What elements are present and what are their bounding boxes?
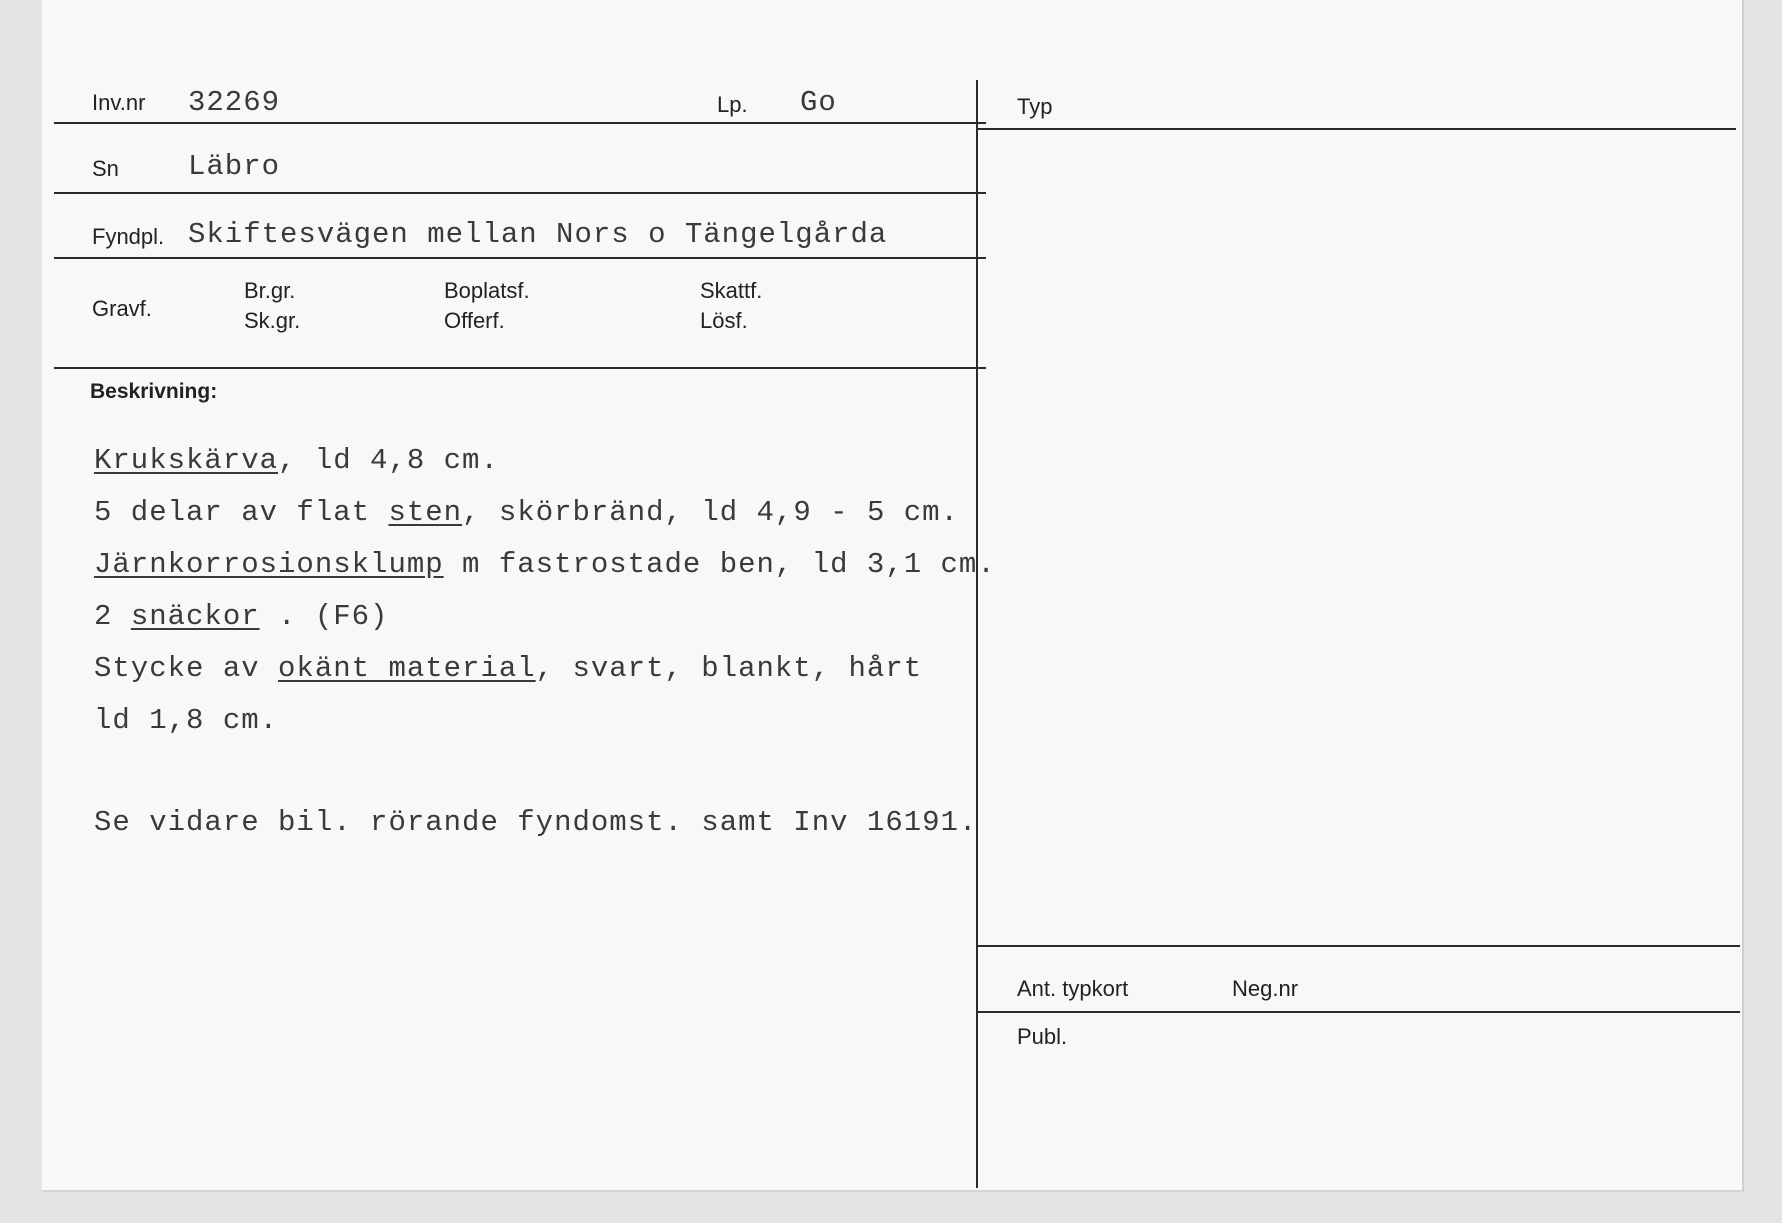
gravf-label: Gravf. (92, 296, 152, 321)
rule-ant-typkort-bottom (978, 1011, 1740, 1013)
object-sten: sten (388, 496, 463, 529)
invnr-label: Inv.nr (92, 90, 146, 115)
line-4-start: 2 (94, 600, 131, 633)
description-line-5 (94, 652, 922, 685)
lp-value: Go (800, 86, 837, 119)
line-5-start: Stycke av (94, 652, 279, 685)
object-okant-material: okänt material (278, 652, 536, 685)
line-3-rest: m fastrostade ben, ld 3,1 cm. (443, 548, 996, 581)
beskrivning-label: Beskrivning: (90, 380, 218, 403)
rule-ant-typkort-top (978, 945, 1740, 947)
object-krukskarva: Krukskärva (94, 444, 279, 477)
rule-invnr (54, 122, 986, 124)
line-5-rest: , svart, blankt, hårt (535, 652, 923, 685)
column-divider (976, 80, 978, 1188)
skattf-label: Skattf. (700, 278, 763, 303)
description-line-4 (94, 600, 388, 633)
description-line-1 (94, 444, 499, 477)
description-line-7: Se vidare bil. rörande fyndomst. samt Inv 16191. (94, 806, 978, 839)
line-4-rest: . (F6) (259, 600, 389, 633)
skgr-label: Sk.gr. (244, 308, 301, 333)
sn-label: Sn (92, 156, 119, 181)
line-2-rest: , skörbränd, ld 4,9 - 5 cm. (462, 496, 959, 529)
description-line-6: ld 1,8 cm. (94, 704, 279, 737)
rule-sn (54, 192, 986, 194)
line-1-rest: , ld 4,8 cm. (278, 444, 499, 477)
rule-fyndpl (54, 257, 986, 259)
brgr-label: Br.gr. (244, 278, 296, 303)
catalog-card (42, 0, 1744, 1192)
fyndpl-label: Fyndpl. (92, 224, 165, 249)
object-snackor: snäckor (130, 600, 260, 633)
publ-label: Publ. (1017, 1024, 1068, 1049)
lp-label: Lp. (717, 92, 748, 117)
typ-label: Typ (1017, 94, 1053, 119)
description-line-2 (94, 496, 959, 529)
boplatsf-label: Boplatsf. (444, 278, 530, 303)
negnr-label: Neg.nr (1232, 976, 1299, 1001)
invnr-value: 32269 (188, 86, 281, 119)
losf-label: Lösf. (700, 308, 748, 333)
rule-categories (54, 367, 986, 369)
offerf-label: Offerf. (444, 308, 505, 333)
object-jarnkorrosionsklump: Järnkorrosionsklump (94, 548, 444, 581)
ant-typkort-label: Ant. typkort (1017, 976, 1129, 1001)
fyndpl-value: Skiftesvägen mellan Nors o Tängelgårda (188, 218, 888, 251)
sn-value: Läbro (188, 150, 281, 183)
line-2-start: 5 delar av flat (94, 496, 389, 529)
description-line-3 (94, 548, 996, 581)
rule-typ (978, 128, 1736, 130)
